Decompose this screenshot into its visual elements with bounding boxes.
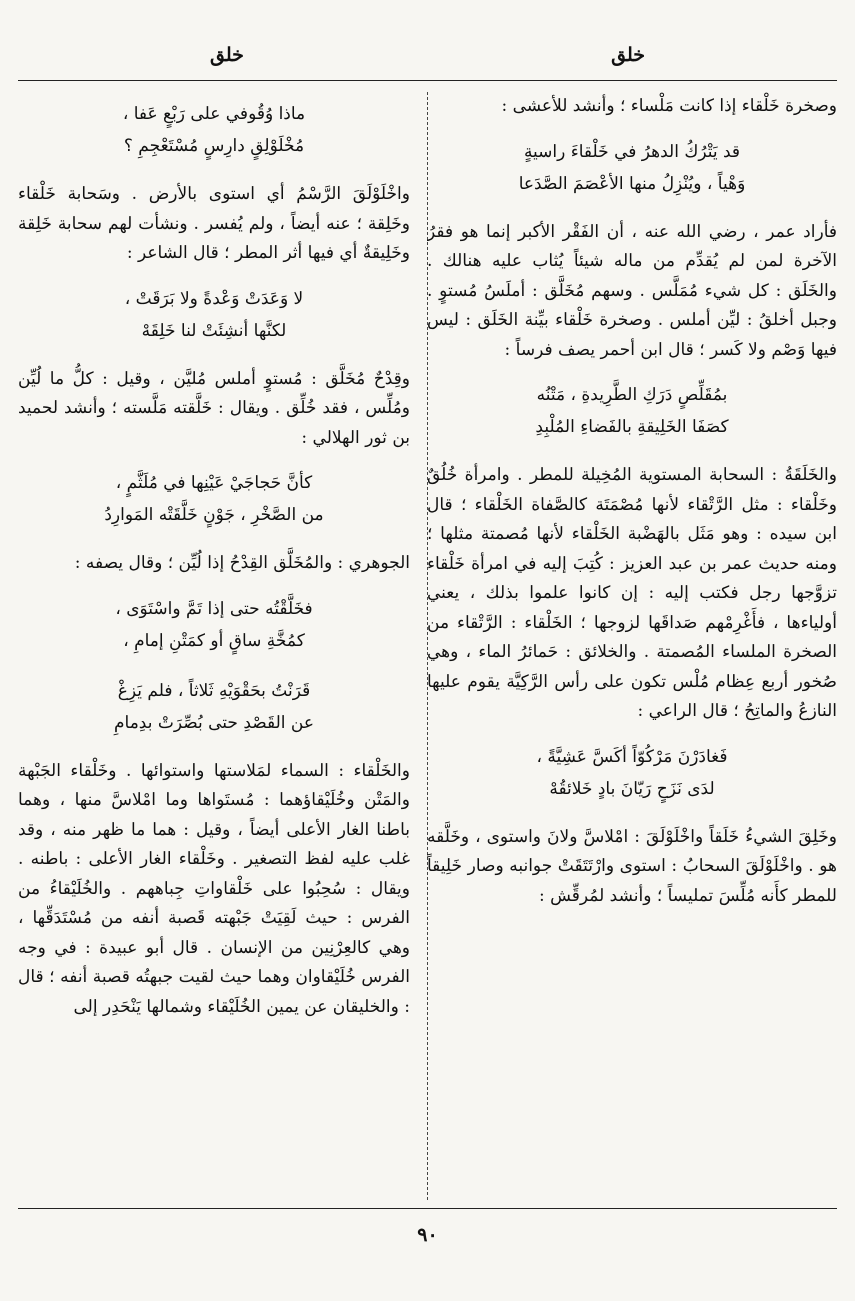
paragraph: الجوهري : والمُخَلَّق القِدْحُ إذا لُيِّن ؛ وقال يصفه : [74, 553, 410, 573]
verse-line: لكنَّها أنشِئَتْ لنا خَلِقَهْ [141, 320, 287, 341]
verse [18, 98, 410, 162]
paragraph: واخْلَوْلَقَ الرَّسْمُ أي استوى بالأرض . وسَحابة خَلْقاء وخَلِقة ؛ عنه أيضاً ، ولم يُفسر . ونشأت لهم سحابة خَلِقة وخَلِيقةٌ أي فيها أثر المطر ؛ قال الشاعر : [18, 184, 410, 263]
left-column [18, 92, 410, 1204]
verse-line: كمُخَّةِ ساقٍ أو كمَتْنِ إمامِ ، [123, 630, 305, 651]
page-number: ٩٠ [417, 1224, 438, 1246]
verse [18, 593, 410, 657]
verse-line: كأنَّ حَجاجَيْ عَيْنِها في مُلَثَّمٍ ، [115, 473, 313, 493]
verse-line: لا وَعَدَتْ وَعْدةً ولا بَرَقَتْ ، [124, 288, 304, 309]
verse-line: بمُقَلِّصٍ دَرَكِ الطَّرِيدةِ ، مَتْنُه [536, 385, 728, 405]
verse-line: من الصَّخْرِ ، جَوْنٍ خَلَّقَتْه المَوارِدُ [104, 505, 324, 525]
paragraph: والخَلْقاء : السماء لمَلاستها واستوائها . وخَلْقاء الجَبْهة والمَتْن وخُلَيْقاؤهما : مُستَواها وما امْلاسَّ منها ، وهما باطنا الغار الأعلى أيضاً ، وقيل : هما ما ظهر منه ، وقد غلب عليه لفظ التصغير . وخَلْقاء الغار الأعلى : باطنه . ويقال : سُحِبُوا على خَلْقاواتِ جِباههم . والخُلَيْقاءُ من الفرس : حيث لَقِيَتْ جَبْهته قَصبة أنفه من مُسْتَدَقِّها ، وهي كالعِرْنِين من الإنسان . قال أبو عبيدة : في وجه الفرس خُلَيْقاوان وهما حيث لقيت جبهتُه قصبة أنفه ؛ قال : والخليقان عن يمين الخُلَيْقاء وشمالها يَنْحَدِر إلى [18, 760, 410, 1017]
verse-line: ماذا وُقُوفي على رَبْعٍ عَفا ، [122, 104, 306, 124]
paragraph: والخَلَقَةُ : السحابة المستوية المُخِيلة للمطر . وامرأة خُلُقٌ وخَلْقاء : مثل الرَّتْقاء لأنها مُصْمَتَة كالصَّفاة الخَلْقاء ؛ قال ابن سيده : وهو مَثَل بالهَضْبة الخَلْقاء لأنها مُصمتة مثلها ؛ ومنه حديث عمر بن عبد العزيز : كُتِبَ إليه في امرأة خَلْقاء تزوَّجها رجل فكتب إليه : إن كانوا علموا بذلك ، يعني أولياءها ، فأَغْرِمْهم صَداقَها لزوجها ؛ الخَلْقاء : الرَّتْقاء من الصخرة الملساء المُصمتة . والخلائق : حَمائرُ الماء ، وهي صُخور أربع عِظام مُلْس تكون على رأس الرَّكِيَّة يقوم عليها النازعُ والماتِحُ ؛ قال الراعي : [427, 465, 837, 721]
paragraph: وصخرة خَلْقاء إذا كانت مَلْساء ؛ وأنشد للأعشى : [501, 96, 837, 116]
paragraph: وخَلِقَ الشيءُ خَلَقاً واخْلَوْلَقَ : امْلاسَّ ولانَ واستوى ، وخَلَّقه هو . واخْلَوْلَقَ السحابُ : استوى وارْتَتَقَتْ جوانبه وصار خَلِيقاً للمطر كأَنه مُلِّسَ تمليساً ؛ وأنشد لمُرقِّش : [427, 826, 837, 906]
verse [427, 379, 837, 443]
right-column [427, 92, 837, 1204]
verse [18, 283, 410, 347]
verse [427, 741, 837, 805]
verse-line: مُخْلَوْلِقٍ دارِسٍ مُسْتَعْجِمِ ؟ [123, 136, 305, 156]
verse [427, 136, 837, 200]
verse-line: قَرَنْتُ بحَقْوَيْهِ ثَلاثاً ، فلم يَزِغْ [117, 680, 311, 701]
verse [18, 467, 410, 531]
header-rule [18, 80, 837, 81]
verse [18, 675, 410, 739]
verse-line: كصَفَا الخَلِيقةِ بالفَضاءِ المُلْبِدِ [535, 417, 729, 437]
verse-line: لدَى نَزَحٍ رَيّانَ بادٍ خَلائقُهْ [549, 778, 715, 799]
verse-line: عن القَصْدِ حتى بُصِّرَتْ بدِمامِ [114, 712, 314, 733]
verse-line: فَغادَرْنَ مَرْكُوّاً أكَسَّ عَشِيَّةً ، [536, 746, 728, 767]
footer-rule [18, 1208, 837, 1209]
paragraph: فأراد عمر ، رضي الله عنه ، أن الفَقْر الأكبر إنما هو فقرُ الآخرة لمن لم يُقدِّم من ماله شيئاً يُثاب عليه هنالك . والخَلَق : كل شيء مُمَلَّس . وسهم مُخَلَّق : أملَسُ مُستوٍ . وجبل أخلقُ : ليِّن أملس . وصخرة خَلْقاء بيِّنة الخَلَق : ليس فيها وَصْم ولا كَسر ؛ قال ابن أحمر يصف فرساً : [427, 221, 837, 360]
running-header-left: خلق [210, 44, 244, 66]
paragraph: وقِدْحٌ مُخَلَّق : مُستوٍ أملس مُليَّن ، وقيل : كلُّ ما لُيِّن ومُلِّس ، فقد خُلِّق . ويقال : خَلَّقته مَلَّسته ؛ وأنشد لحميد بن ثور الهلالي : [18, 368, 410, 448]
verse-line: وَهْياً ، ويُنْزِلُ منها الأعْصَمَ الصَّدَعا [518, 173, 746, 194]
verse-line: قد يَتْرُكُ الدهرُ في خَلْقاءَ راسيةٍ [523, 141, 741, 162]
verse-line: فخَلَّقْتُه حتى إذا تَمَّ واسْتَوَى ، [115, 598, 313, 619]
running-header-right: خلق [611, 44, 645, 66]
